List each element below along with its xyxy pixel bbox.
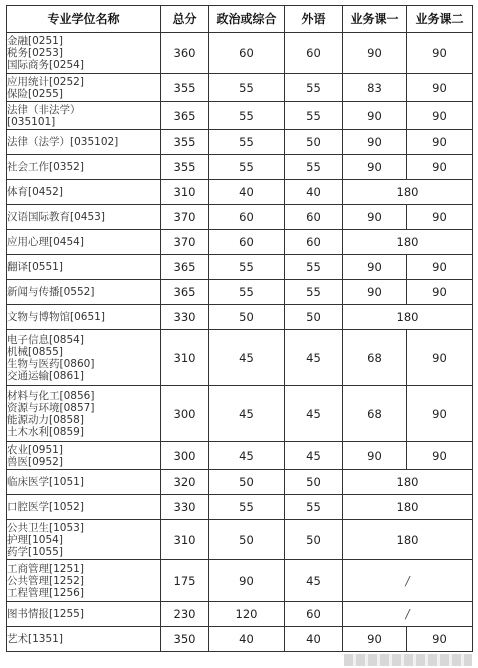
- course2-score-cell: 90: [407, 442, 473, 470]
- major-name-cell: [7, 180, 161, 205]
- major-name-line: 材料与化工[0856]: [7, 389, 95, 402]
- major-name-line: 文物与博物馆[0651]: [7, 311, 105, 323]
- major-name-cell: [7, 520, 161, 560]
- major-name-cell: [7, 280, 161, 305]
- course-combined-cell: 180: [343, 230, 473, 255]
- course1-score-cell: 83: [343, 74, 407, 102]
- course2-score-cell: 90: [407, 155, 473, 180]
- course1-score-cell: 90: [343, 442, 407, 470]
- course2-score-cell: 90: [407, 386, 473, 442]
- major-name-line: 生物与医药[0860]: [7, 357, 95, 370]
- course-combined-cell: 180: [343, 470, 473, 495]
- table-row: [7, 442, 473, 470]
- table-row: [7, 520, 473, 560]
- language-score-cell: 50: [285, 305, 343, 330]
- major-name-line: 土木水利[0859]: [7, 425, 84, 438]
- header-major-name: 专业学位名称: [7, 6, 161, 33]
- major-name-line: 口腔医学[1052]: [7, 501, 84, 513]
- major-name-line: 能源动力[0858]: [7, 413, 84, 426]
- course1-score-cell: 90: [343, 280, 407, 305]
- politics-score-cell: 60: [209, 205, 285, 230]
- table-row: [7, 155, 473, 180]
- major-name-line: 应用统计[0252]: [7, 75, 84, 88]
- total-score-cell: 370: [161, 205, 209, 230]
- table-row: [7, 180, 473, 205]
- major-name-cell: [7, 470, 161, 495]
- major-name-line: 应用心理[0454]: [7, 236, 84, 248]
- course2-score-cell: 90: [407, 205, 473, 230]
- total-score-cell: 355: [161, 74, 209, 102]
- language-score-cell: 55: [285, 102, 343, 130]
- major-name-cell: [7, 230, 161, 255]
- course-combined-cell: 180: [343, 520, 473, 560]
- language-score-cell: 55: [285, 74, 343, 102]
- table-row: [7, 386, 473, 442]
- major-name-cell: [7, 627, 161, 652]
- politics-score-cell: 55: [209, 102, 285, 130]
- major-name-line: 体育[0452]: [7, 186, 63, 198]
- total-score-cell: 175: [161, 560, 209, 602]
- total-score-cell: 310: [161, 330, 209, 386]
- major-name-line: 临床医学[1051]: [7, 476, 84, 488]
- politics-score-cell: 50: [209, 470, 285, 495]
- major-name-line: 图书情报[1255]: [7, 608, 84, 620]
- major-name-line: 国际商务[0254]: [7, 59, 84, 71]
- score-table: [6, 5, 473, 652]
- language-score-cell: 50: [285, 130, 343, 155]
- total-score-cell: 355: [161, 155, 209, 180]
- politics-score-cell: 60: [209, 33, 285, 74]
- watermark: [344, 654, 472, 666]
- course2-score-cell: 90: [407, 130, 473, 155]
- major-name-cell: [7, 33, 161, 74]
- table-row: [7, 305, 473, 330]
- major-name-line: 公共卫生[1053]: [7, 521, 84, 534]
- table-row: [7, 495, 473, 520]
- header-language: 外语: [285, 6, 343, 33]
- major-name-line: 药学[1055]: [7, 545, 63, 558]
- table-row: [7, 280, 473, 305]
- language-score-cell: 50: [285, 470, 343, 495]
- course-combined-cell: 180: [343, 495, 473, 520]
- language-score-cell: 45: [285, 442, 343, 470]
- course1-score-cell: 90: [343, 130, 407, 155]
- politics-score-cell: 45: [209, 330, 285, 386]
- table-row: [7, 130, 473, 155]
- course1-score-cell: 90: [343, 102, 407, 130]
- politics-score-cell: 55: [209, 155, 285, 180]
- course2-score-cell: 90: [407, 102, 473, 130]
- major-name-cell: [7, 102, 161, 130]
- major-name-cell: [7, 305, 161, 330]
- language-score-cell: 60: [285, 602, 343, 627]
- politics-score-cell: 50: [209, 520, 285, 560]
- politics-score-cell: 45: [209, 442, 285, 470]
- course-combined-cell: /: [343, 602, 473, 627]
- total-score-cell: 300: [161, 386, 209, 442]
- politics-score-cell: 60: [209, 230, 285, 255]
- politics-score-cell: 55: [209, 130, 285, 155]
- header-course1: 业务课一: [343, 6, 407, 33]
- header-row: [7, 6, 473, 33]
- major-name-line: 农业[0951]: [7, 443, 63, 456]
- major-name-cell: [7, 495, 161, 520]
- table-row: [7, 74, 473, 102]
- major-name-cell: [7, 74, 161, 102]
- total-score-cell: 230: [161, 602, 209, 627]
- major-name-line: 社会工作[0352]: [7, 161, 84, 173]
- language-score-cell: 45: [285, 386, 343, 442]
- politics-score-cell: 40: [209, 627, 285, 652]
- course-combined-cell: 180: [343, 180, 473, 205]
- course1-score-cell: 68: [343, 386, 407, 442]
- total-score-cell: 365: [161, 255, 209, 280]
- major-name-line: 翻译[0551]: [7, 261, 63, 273]
- course1-score-cell: 90: [343, 33, 407, 74]
- header-total: 总分: [161, 6, 209, 33]
- major-name-line: 公共管理[1252]: [7, 574, 84, 587]
- table-body: [7, 33, 473, 652]
- major-name-cell: [7, 255, 161, 280]
- major-name-line: 金融[0251]: [7, 35, 63, 47]
- major-name-line: 机械[0855]: [7, 345, 63, 358]
- language-score-cell: 40: [285, 180, 343, 205]
- score-table-container: [6, 5, 473, 652]
- major-name-line: 法律（法学）[035102]: [7, 136, 119, 148]
- politics-score-cell: 55: [209, 255, 285, 280]
- course1-score-cell: 90: [343, 255, 407, 280]
- language-score-cell: 60: [285, 33, 343, 74]
- language-score-cell: 45: [285, 560, 343, 602]
- header-course2: 业务课二: [407, 6, 473, 33]
- major-name-cell: [7, 602, 161, 627]
- language-score-cell: 60: [285, 205, 343, 230]
- course1-score-cell: 90: [343, 627, 407, 652]
- header-politics: 政治或综合: [209, 6, 285, 33]
- course2-score-cell: 90: [407, 33, 473, 74]
- course-combined-cell: 180: [343, 305, 473, 330]
- major-name-line: 保险[0255]: [7, 87, 63, 100]
- language-score-cell: 55: [285, 495, 343, 520]
- total-score-cell: 350: [161, 627, 209, 652]
- course2-score-cell: 90: [407, 627, 473, 652]
- language-score-cell: 55: [285, 155, 343, 180]
- total-score-cell: 360: [161, 33, 209, 74]
- language-score-cell: 60: [285, 230, 343, 255]
- course1-score-cell: 90: [343, 155, 407, 180]
- total-score-cell: 370: [161, 230, 209, 255]
- language-score-cell: 45: [285, 330, 343, 386]
- total-score-cell: 310: [161, 520, 209, 560]
- table-row: [7, 330, 473, 386]
- total-score-cell: 330: [161, 495, 209, 520]
- politics-score-cell: 55: [209, 495, 285, 520]
- table-row: [7, 560, 473, 602]
- total-score-cell: 320: [161, 470, 209, 495]
- major-name-line: 法律（非法学）: [7, 103, 81, 116]
- total-score-cell: 355: [161, 130, 209, 155]
- major-name-cell: [7, 330, 161, 386]
- language-score-cell: 50: [285, 520, 343, 560]
- major-name-cell: [7, 130, 161, 155]
- total-score-cell: 365: [161, 280, 209, 305]
- major-name-line: 护理[1054]: [7, 533, 63, 546]
- table-row: [7, 230, 473, 255]
- politics-score-cell: 55: [209, 74, 285, 102]
- politics-score-cell: 45: [209, 386, 285, 442]
- language-score-cell: 55: [285, 255, 343, 280]
- total-score-cell: 365: [161, 102, 209, 130]
- major-name-cell: [7, 560, 161, 602]
- course-combined-cell: /: [343, 560, 473, 602]
- total-score-cell: 330: [161, 305, 209, 330]
- table-row: [7, 627, 473, 652]
- major-name-cell: [7, 155, 161, 180]
- course2-score-cell: 90: [407, 330, 473, 386]
- major-name-line: 汉语国际教育[0453]: [7, 211, 105, 223]
- language-score-cell: 55: [285, 280, 343, 305]
- language-score-cell: 40: [285, 627, 343, 652]
- major-name-line: 新闻与传播[0552]: [7, 286, 95, 298]
- major-name-line: 交通运输[0861]: [7, 369, 84, 382]
- total-score-cell: 300: [161, 442, 209, 470]
- major-name-cell: [7, 205, 161, 230]
- course1-score-cell: 68: [343, 330, 407, 386]
- table-row: [7, 470, 473, 495]
- major-name-line: 工程管理[1256]: [7, 586, 84, 599]
- politics-score-cell: 55: [209, 280, 285, 305]
- table-row: [7, 33, 473, 74]
- politics-score-cell: 120: [209, 602, 285, 627]
- major-name-line: 资源与环境[0857]: [7, 401, 95, 414]
- major-name-line: 兽医[0952]: [7, 455, 63, 468]
- politics-score-cell: 40: [209, 180, 285, 205]
- course1-score-cell: 90: [343, 205, 407, 230]
- table-row: [7, 205, 473, 230]
- course2-score-cell: 90: [407, 255, 473, 280]
- course2-score-cell: 90: [407, 74, 473, 102]
- major-name-line: 工商管理[1251]: [7, 562, 84, 575]
- major-name-line: 税务[0253]: [7, 47, 63, 59]
- table-row: [7, 602, 473, 627]
- major-name-line: [035101]: [7, 115, 56, 128]
- major-name-cell: [7, 386, 161, 442]
- major-name-line: 艺术[1351]: [7, 633, 63, 645]
- table-row: [7, 255, 473, 280]
- major-name-line: 电子信息[0854]: [7, 333, 84, 346]
- total-score-cell: 310: [161, 180, 209, 205]
- politics-score-cell: 50: [209, 305, 285, 330]
- course2-score-cell: 90: [407, 280, 473, 305]
- politics-score-cell: 90: [209, 560, 285, 602]
- table-row: [7, 102, 473, 130]
- major-name-cell: [7, 442, 161, 470]
